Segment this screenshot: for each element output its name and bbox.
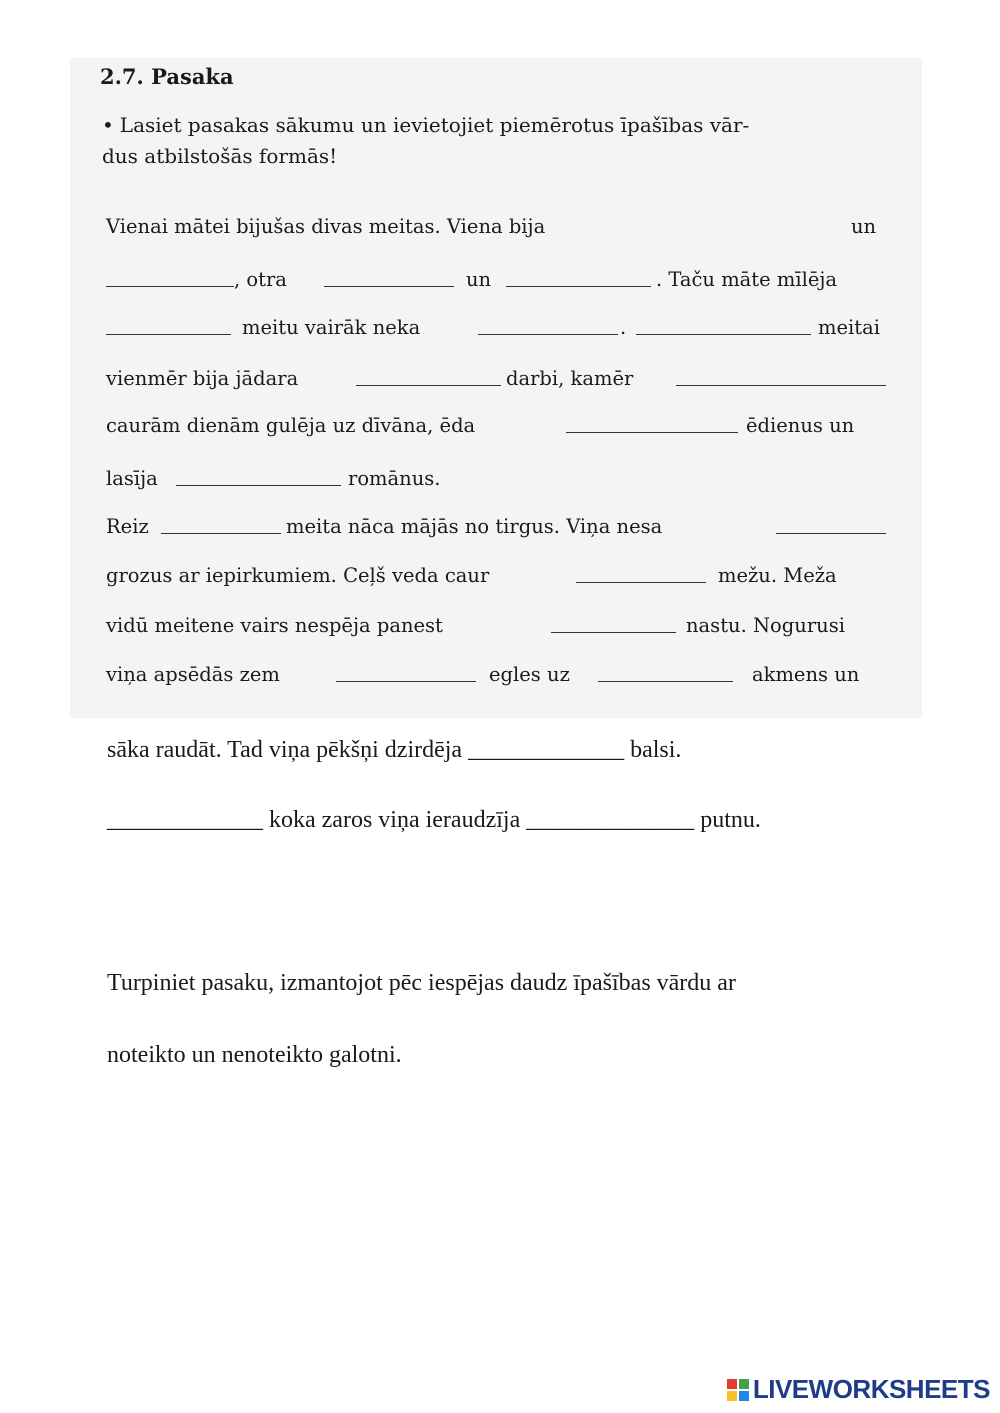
blank-input[interactable] bbox=[598, 663, 733, 682]
continuation-line-1: sāka raudāt. Tad viņa pēkšņi dzirdēja _____________ balsi. bbox=[107, 737, 682, 763]
task-line-1: Turpiniet pasaku, izmantojot pēc iespējas daudz īpašības vārdu ar bbox=[107, 970, 736, 996]
blank-input[interactable] bbox=[776, 515, 886, 534]
exercise-heading: 2.7. Pasaka bbox=[100, 64, 234, 89]
blank-input[interactable] bbox=[566, 414, 738, 433]
instruction-line-2: dus atbilstošās formās! bbox=[102, 144, 338, 168]
logo-mark-icon bbox=[727, 1379, 749, 1401]
exercise-instruction bbox=[102, 110, 892, 172]
bullet-icon: • bbox=[102, 113, 114, 137]
blank-input[interactable] bbox=[324, 268, 454, 287]
blank-input[interactable] bbox=[336, 663, 476, 682]
blank-input[interactable] bbox=[478, 316, 618, 335]
logo-text: LIVEWORKSHEETS bbox=[752, 1374, 990, 1404]
blank-input[interactable] bbox=[676, 367, 886, 386]
liveworksheets-logo bbox=[727, 1374, 990, 1405]
blank-input[interactable] bbox=[106, 268, 234, 287]
continuation-line-2: _____________ koka zaros viņa ieraudzīja ______________ putnu. bbox=[107, 807, 761, 833]
task-line-2: noteikto un nenoteikto galotni. bbox=[107, 1042, 402, 1068]
blank-input[interactable] bbox=[356, 367, 501, 386]
blank-input[interactable] bbox=[106, 316, 231, 335]
blank-input[interactable] bbox=[576, 564, 706, 583]
blank-input[interactable] bbox=[161, 515, 281, 534]
blank-input[interactable] bbox=[636, 316, 811, 335]
blank-input[interactable] bbox=[551, 614, 676, 633]
blank-input[interactable] bbox=[506, 268, 651, 287]
blank-input[interactable] bbox=[176, 467, 341, 486]
instruction-line-1: Lasiet pasakas sākumu un ievietojiet piemērotus īpašības vār- bbox=[119, 113, 750, 137]
